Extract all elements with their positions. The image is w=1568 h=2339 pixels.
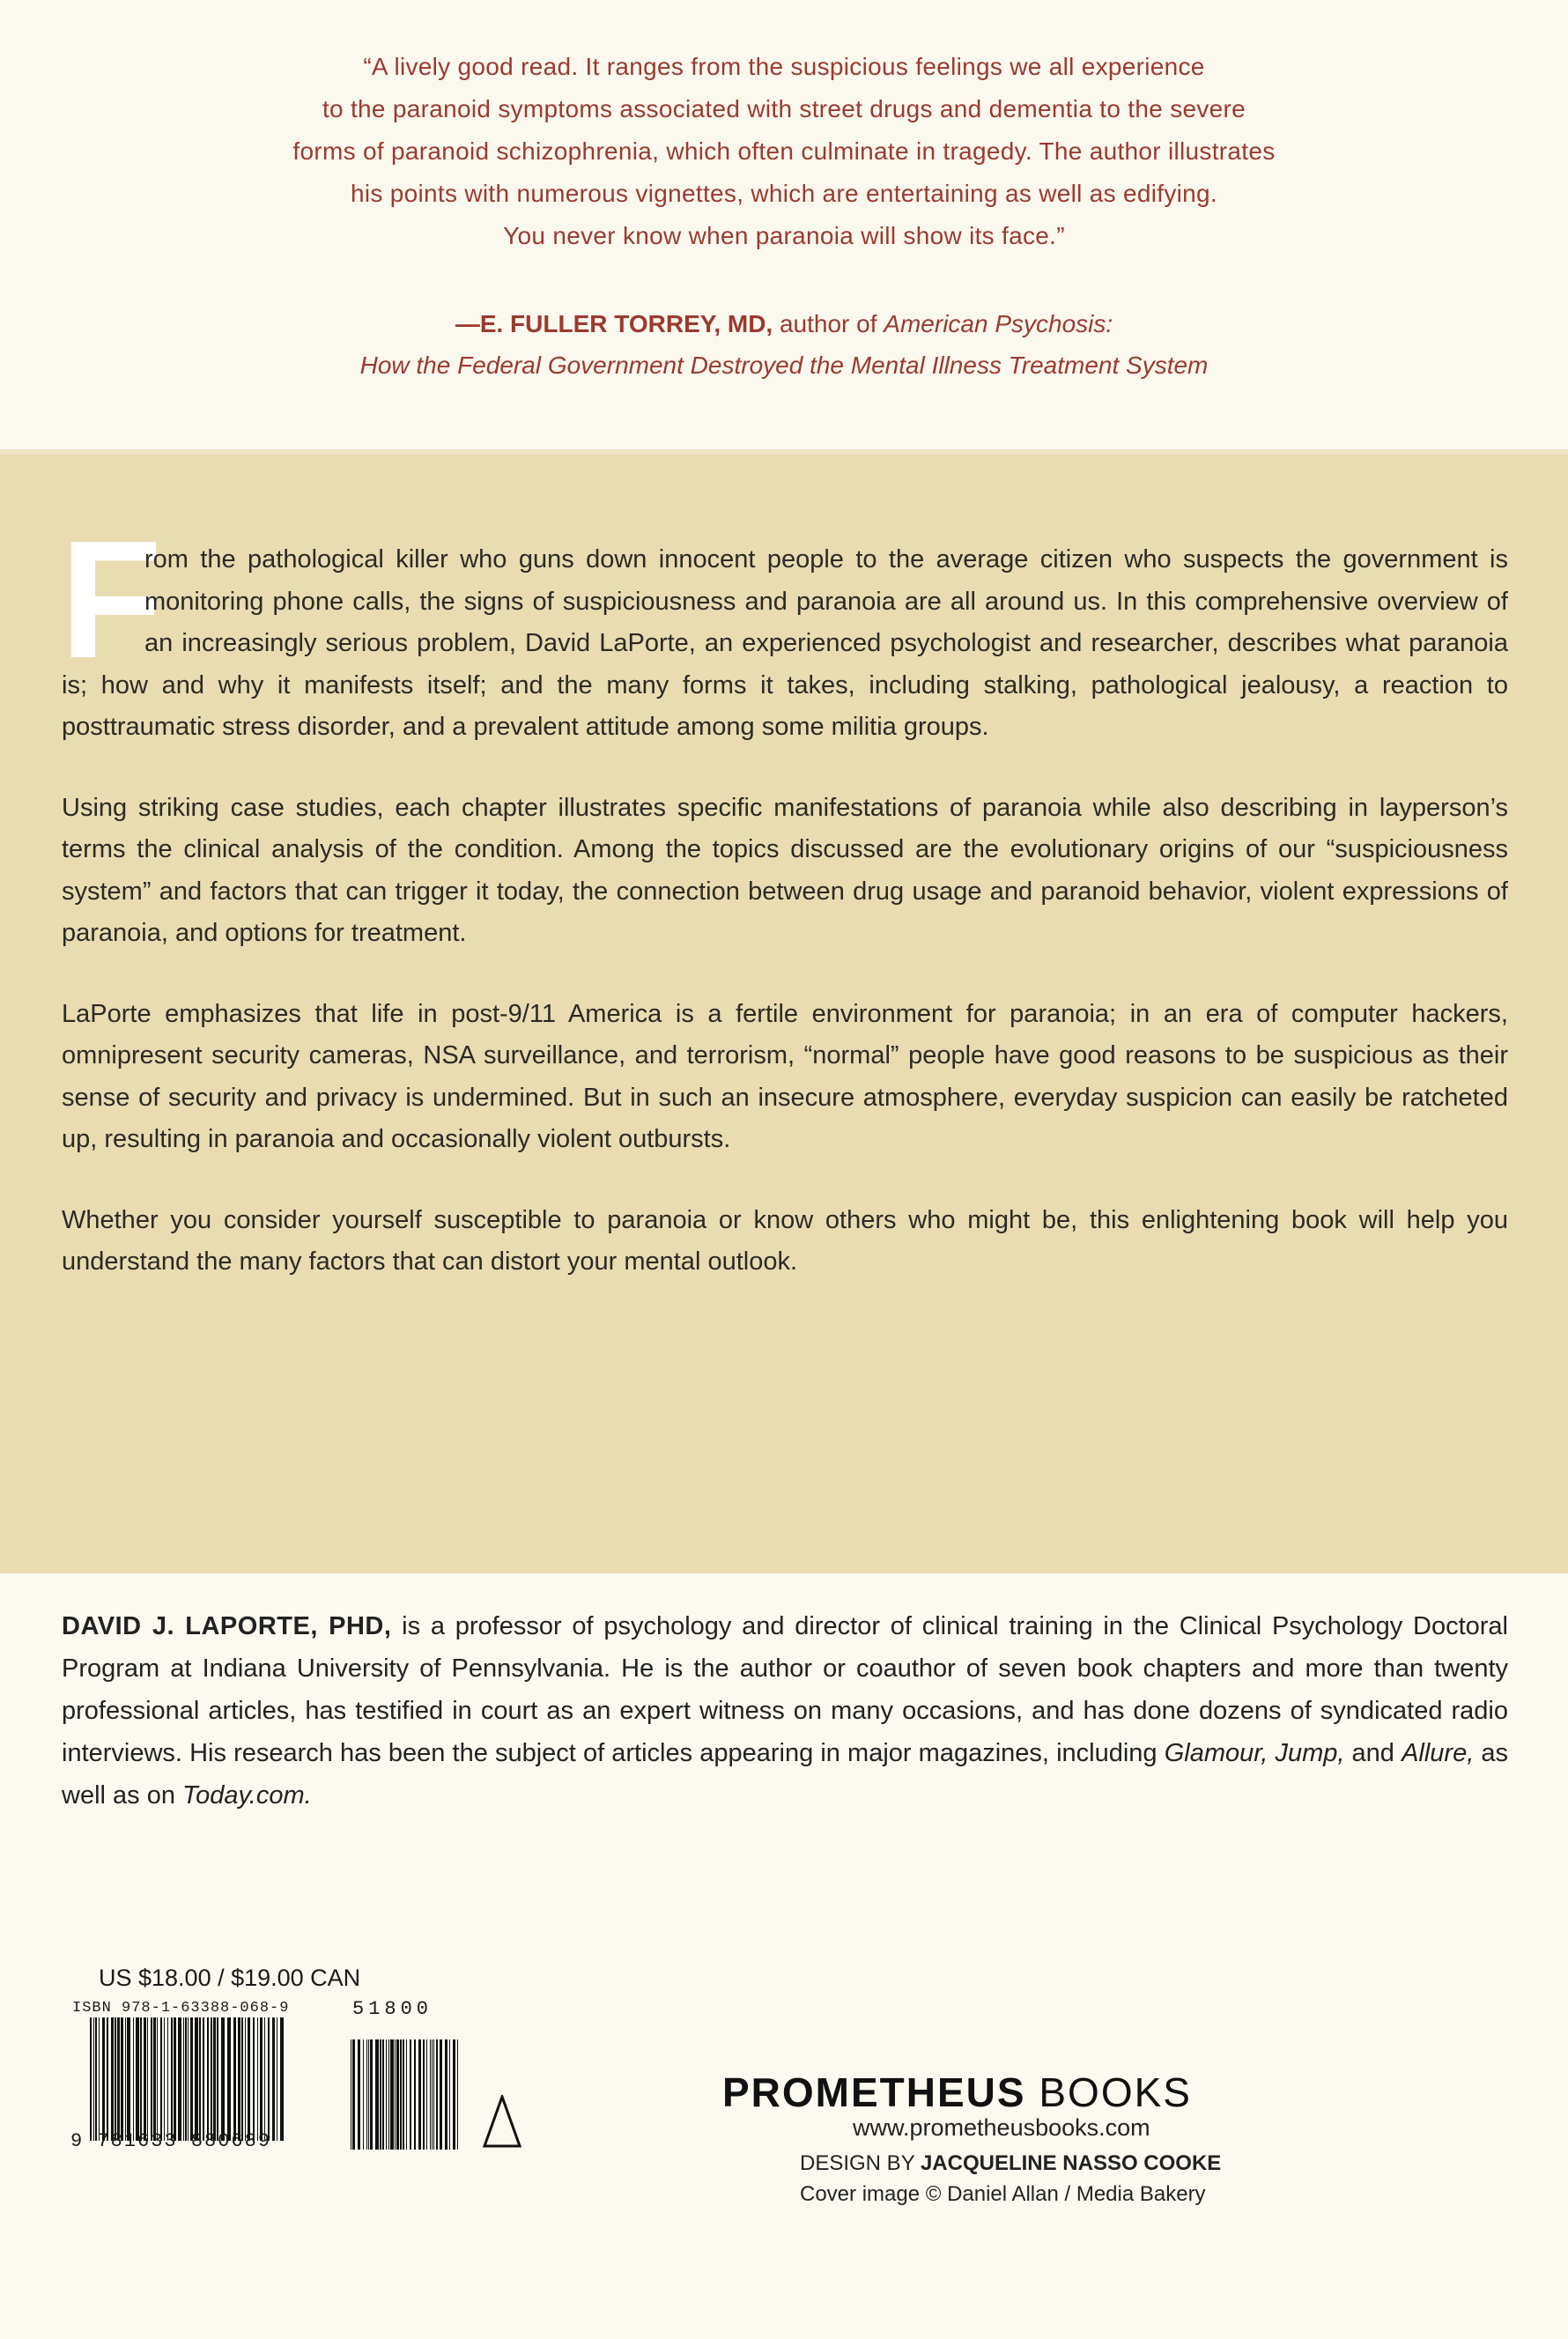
barcode-addon-bar xyxy=(382,2039,384,2150)
drop-cap: F xyxy=(60,507,163,693)
barcode-bar xyxy=(280,2017,284,2141)
barcode-bar xyxy=(140,2017,142,2141)
barcode-bar xyxy=(133,2017,134,2141)
quote-line: forms of paranoid schizophrenia, which often culminate in tragedy. The author illustrates xyxy=(292,137,1276,165)
barcode-bar xyxy=(171,2017,173,2141)
barcode-bar xyxy=(136,2017,139,2141)
barcode-bar xyxy=(117,2017,120,2141)
barcode-bar xyxy=(167,2017,168,2141)
quote-line: “A lively good read. It ranges from the suspicious feelings we all experience xyxy=(363,53,1205,80)
barcode-bar xyxy=(164,2017,165,2141)
barcode-bar xyxy=(185,2017,187,2141)
bio-text: is a professor of psychology and director of clinical training in the Clinical Psychology Doctoral Program at Indiana University of Pennsylvania. He is the author or coauthor of seven book chapters and more than twenty professional articles, has testified in court as an expert witness on many occasions, and has done dozens of syndicated radio interviews. His research has been the subject of articles appearing in major magazines, including xyxy=(62,1612,1508,1767)
barcode-bar xyxy=(144,2017,146,2141)
barcode-bar xyxy=(272,2017,275,2141)
attribution-prefix: author of xyxy=(773,310,884,337)
barcode-addon-bar xyxy=(440,2039,442,2150)
barcode-addon-bar xyxy=(352,2039,355,2150)
barcode-addon-bar xyxy=(368,2039,369,2150)
attribution-book: American Psychosis: xyxy=(884,310,1113,337)
barcode-bar xyxy=(195,2017,198,2141)
barcode-bar xyxy=(188,2017,189,2141)
barcode-bar xyxy=(160,2017,162,2141)
barcode-addon-bar xyxy=(445,2039,447,2150)
barcode-addon-bar xyxy=(423,2039,425,2150)
barcode-bar xyxy=(93,2017,94,2141)
publisher-name-light: BOOKS xyxy=(1025,2069,1192,2115)
description-paragraph: LaPorte emphasizes that life in post-9/11 America is a fertile environment for paranoia; in an era of computer hackers, omnipresent security cameras, NSA surveillance, and terrorism, “normal” people have good reasons to be suspicious as their sense of security and privacy is undermined. But in such an insecure atmosphere, everyday suspicion can easily be ratcheted up, resulting in paranoia and occasionally violent outbursts. xyxy=(62,999,1508,1153)
barcode-bar xyxy=(248,2017,250,2141)
barcode-bar xyxy=(260,2017,263,2141)
barcode-bar xyxy=(107,2017,108,2141)
description-paragraph: Whether you consider yourself susceptible to paranoia or know others who might be, this enlightening book will help you understand the many factors that can distort your mental outlook. xyxy=(62,1205,1508,1276)
bio-text: as well as on xyxy=(62,1739,1509,1810)
barcode-addon-bar xyxy=(433,2039,434,2150)
isbn-label: ISBN 978-1-63388-068-9 xyxy=(72,2000,290,2017)
barcode-bar xyxy=(90,2017,92,2141)
barcode-addon-bar xyxy=(388,2039,389,2150)
cover-credit: Cover image © Daniel Allan / Media Bakery xyxy=(800,2182,1206,2206)
barcode-bar xyxy=(203,2017,204,2141)
quote-attribution xyxy=(0,303,1568,386)
barcode-addon-bar xyxy=(380,2039,381,2150)
barcode-bar xyxy=(227,2017,231,2141)
design-label: DESIGN BY xyxy=(800,2151,921,2175)
barcode-bar xyxy=(207,2017,209,2141)
designer-name: JACQUELINE NASSO COOKE xyxy=(920,2151,1222,2175)
barcode-bar xyxy=(111,2017,114,2141)
barcode-addon-bar xyxy=(430,2039,431,2150)
barcode-addon-bar xyxy=(418,2039,421,2150)
barcode-addon-bar xyxy=(457,2039,458,2150)
barcode-addon-bar xyxy=(436,2039,438,2150)
barcode-addon-bar xyxy=(366,2039,367,2150)
description-paragraph: Using striking case studies, each chapter illustrates specific manifestations of paranoia while also describing in layperson’s terms the clinical analysis of the condition. Among the topics discussed are the evolutionary origins of our “suspiciousness system” and factors that can trigger it today, the connection between drug usage and paranoid behavior, violent expressions of paranoia, and options for treatment. xyxy=(62,793,1508,947)
barcode-addon-bar xyxy=(390,2039,394,2150)
barcode-addon-bar xyxy=(375,2039,379,2150)
barcode-bar xyxy=(253,2017,255,2141)
barcode-addon-bar xyxy=(426,2039,427,2150)
barcode-bar xyxy=(241,2017,243,2141)
price-label: US $18.00 / $19.00 CAN xyxy=(99,1965,361,1991)
bio-site: Today.com. xyxy=(182,1781,312,1810)
barcode-bar xyxy=(174,2017,176,2141)
barcode-addon-bar xyxy=(358,2039,360,2150)
barcode-addon-bar xyxy=(453,2039,455,2150)
description-paragraph xyxy=(60,507,1508,749)
barcode-bar xyxy=(199,2017,201,2141)
barcode-addon-bar xyxy=(370,2039,373,2150)
barcode-bar xyxy=(127,2017,130,2141)
barcode-addon-bar xyxy=(414,2039,416,2150)
barcode-bar xyxy=(147,2017,148,2141)
barcode-bar xyxy=(178,2017,181,2141)
publisher-url[interactable]: www.prometheusbooks.com xyxy=(853,2114,1150,2141)
quote-line: his points with numerous vignettes, which are entertaining as well as edifying. xyxy=(351,180,1217,207)
barcode-addon-number: 51800 xyxy=(352,1998,433,2020)
barcode-bar xyxy=(102,2017,105,2141)
author-name: DAVID J. LAPORTE, PHD, xyxy=(62,1612,392,1640)
barcode-number: 9 781633 880689 xyxy=(70,2130,272,2152)
barcode-bar xyxy=(153,2017,156,2141)
attribution-subtitle: How the Federal Government Destroyed the Mental Illness Treatment System xyxy=(359,352,1209,379)
barcode-bar xyxy=(115,2017,116,2141)
barcode-addon-bar xyxy=(403,2039,404,2150)
barcode-addon-bar xyxy=(406,2039,407,2150)
barcode-bar xyxy=(211,2017,212,2141)
book-description xyxy=(60,507,1508,1322)
barcode-bar xyxy=(233,2017,236,2141)
endorsement-section xyxy=(0,0,1568,449)
barcode-addon-bar xyxy=(400,2039,402,2150)
description-band xyxy=(0,449,1568,1573)
author-bio xyxy=(62,1605,1508,1817)
bio-text: and xyxy=(1344,1739,1402,1767)
barcode-bar xyxy=(95,2017,97,2141)
barcode-bar xyxy=(125,2017,126,2141)
quote-line: to the paranoid symptoms associated with street drugs and dementia to the severe xyxy=(322,95,1246,122)
barcode-addon-bar xyxy=(386,2039,387,2150)
quote-line: You never know when paranoia will show its face.” xyxy=(503,222,1065,249)
barcode-bar xyxy=(190,2017,193,2141)
barcode-addon-bar xyxy=(395,2039,396,2150)
barcode-addon-bar xyxy=(363,2039,364,2150)
barcode-addon-bar xyxy=(449,2039,450,2150)
attribution-name: —E. FULLER TORREY, MD, xyxy=(455,310,773,337)
barcode-bar xyxy=(121,2017,123,2141)
barcode-bar xyxy=(245,2017,246,2141)
design-credit xyxy=(800,2151,1221,2176)
barcode-bar xyxy=(238,2017,240,2141)
barcode-bar xyxy=(213,2017,216,2141)
barcode-bar xyxy=(268,2017,270,2141)
barcode-bar xyxy=(257,2017,258,2141)
barcode-bar xyxy=(264,2017,265,2141)
bio-magazine: Allure, xyxy=(1402,1739,1475,1767)
barcode-bar xyxy=(157,2017,158,2141)
barcode-bar xyxy=(183,2017,184,2141)
triangle-icon xyxy=(483,2095,521,2150)
bio-magazine: Glamour, Jump, xyxy=(1164,1739,1345,1767)
barcode-addon-bar xyxy=(396,2039,399,2150)
publisher-logo xyxy=(722,2069,1192,2116)
paragraph-text: rom the pathological killer who guns down innocent people to the average citizen who suspects the government is monitoring phone calls, the signs of suspiciousness and paranoia are all around us. In this comprehensive overview of an increasingly serious problem, David LaPorte, an experienced psychologist and researcher, describes what paranoia is; how and why it manifests itself; and the many forms it takes, including stalking, pathological jealousy, a reaction to posttraumatic stress disorder, and a prevalent attitude among some militia groups. xyxy=(62,545,1508,741)
barcode-bar xyxy=(217,2017,218,2141)
publisher-name-bold: PROMETHEUS xyxy=(722,2069,1026,2115)
barcode-bar xyxy=(99,2017,100,2141)
barcode-addon-bar xyxy=(432,2039,433,2150)
endorsement-quote xyxy=(0,46,1568,257)
barcode-addon-bar xyxy=(410,2039,411,2150)
barcode-bar xyxy=(221,2017,225,2141)
barcode-bar xyxy=(151,2017,152,2141)
